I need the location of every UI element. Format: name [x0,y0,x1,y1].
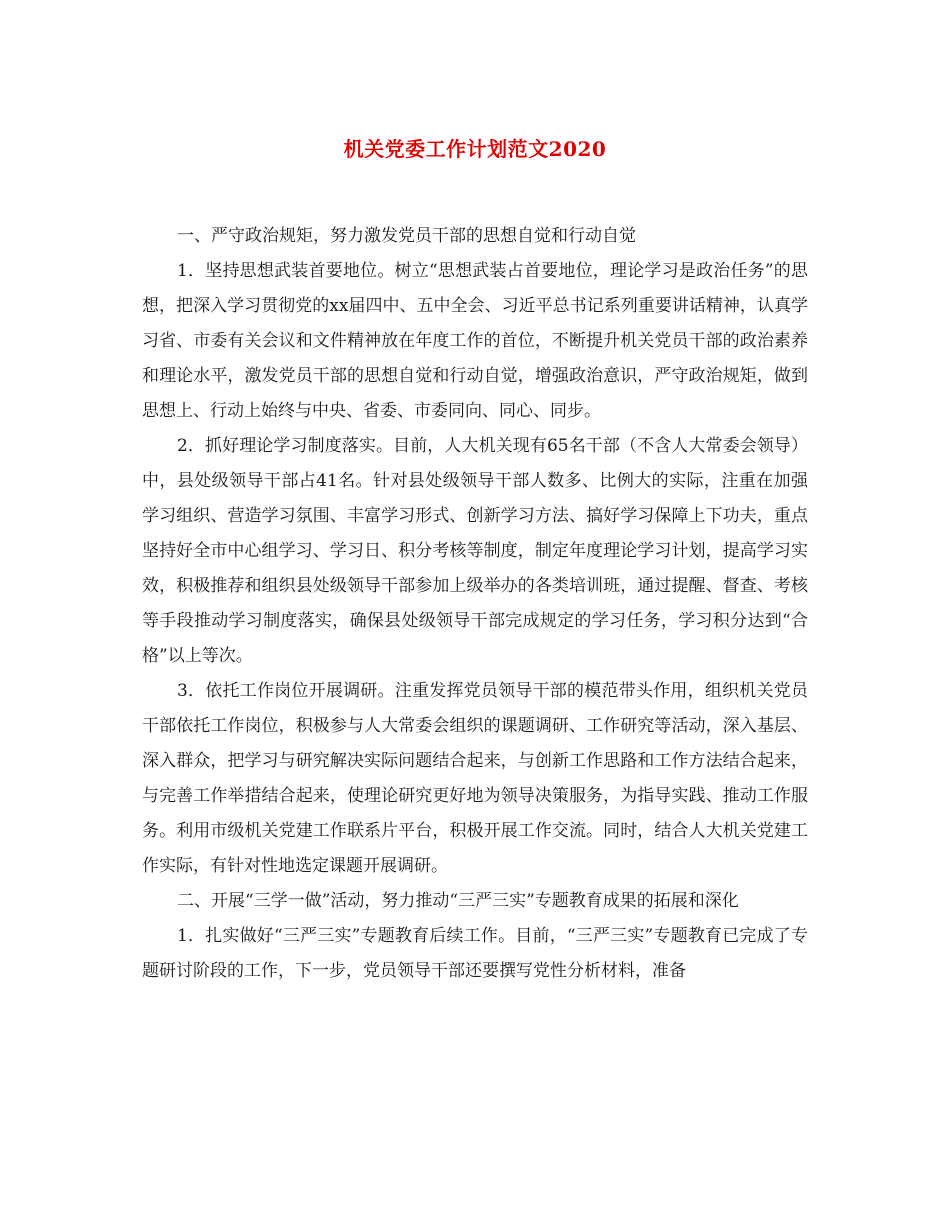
paragraph-1-2: 2．抓好理论学习制度落实。目前，人大机关现有65名干部（不含人大常委会领导）中，县处级领导干部占41名。针对县处级领导干部人数多、比例大的实际，注重在加强学习组织、营造学习氛围、丰富学习形式、创新学习方法、搞好学习保障上下功夫，重点坚持好全市中心组学习、学习日、积分考核等制度，制定年度理论学习计划，提高学习实效，积极推荐和组织县处级领导干部参加上级举办的各类培训班，通过提醒、督查、考核等手段推动学习制度落实，确保县处级领导干部完成规定的学习任务，学习积分达到“合格”以上等次。 [142,436,808,666]
paragraph-2-1: 1．扎实做好“三严三实”专题教育后续工作。目前，“三严三实”专题教育已完成了专题研讨阶段的工作，下一步，党员领导干部还要撰写党性分析材料，准备 [142,926,808,981]
paragraph-1-3: 3．依托工作岗位开展调研。注重发挥党员领导干部的模范带头作用，组织机关党员干部依托工作岗位，积极参与人大常委会组织的课题调研、工作研究等活动，深入基层、深入群众，把学习与研究解决实际问题结合起来，与创新工作思路和工作方法结合起来，与完善工作举措结合起来，使理论研究更好地为领导决策服务，为指导实践、推动工作服务。利用市级机关党建工作联系片平台，积极开展工作交流。同时，结合人大机关党建工作实际，有针对性地选定课题开展调研。 [142,681,808,876]
document-body [142,219,808,989]
paragraph-1-1: 1．坚持思想武装首要地位。树立“思想武装占首要地位，理论学习是政治任务”的思想，把深入学习贯彻党的xx届四中、五中全会、习近平总书记系列重要讲话精神，认真学习省、市委有关会议和文件精神放在年度工作的首位，不断提升机关党员干部的政治素养和理论水平，激发党员干部的思想自觉和行动自觉，增强政治意识，严守政治规矩，做到思想上、行动上始终与中央、省委、市委同向、同心、同步。 [142,261,808,421]
section-heading-1: 一、严守政治规矩，努力激发党员干部的思想自觉和行动自觉 [177,226,636,246]
document-title: 机关党委工作计划范文2020 [343,137,607,161]
section-heading-2: 二、开展“三学一做”活动，努力推动“三严三实”专题教育成果的拓展和深化 [177,891,739,911]
